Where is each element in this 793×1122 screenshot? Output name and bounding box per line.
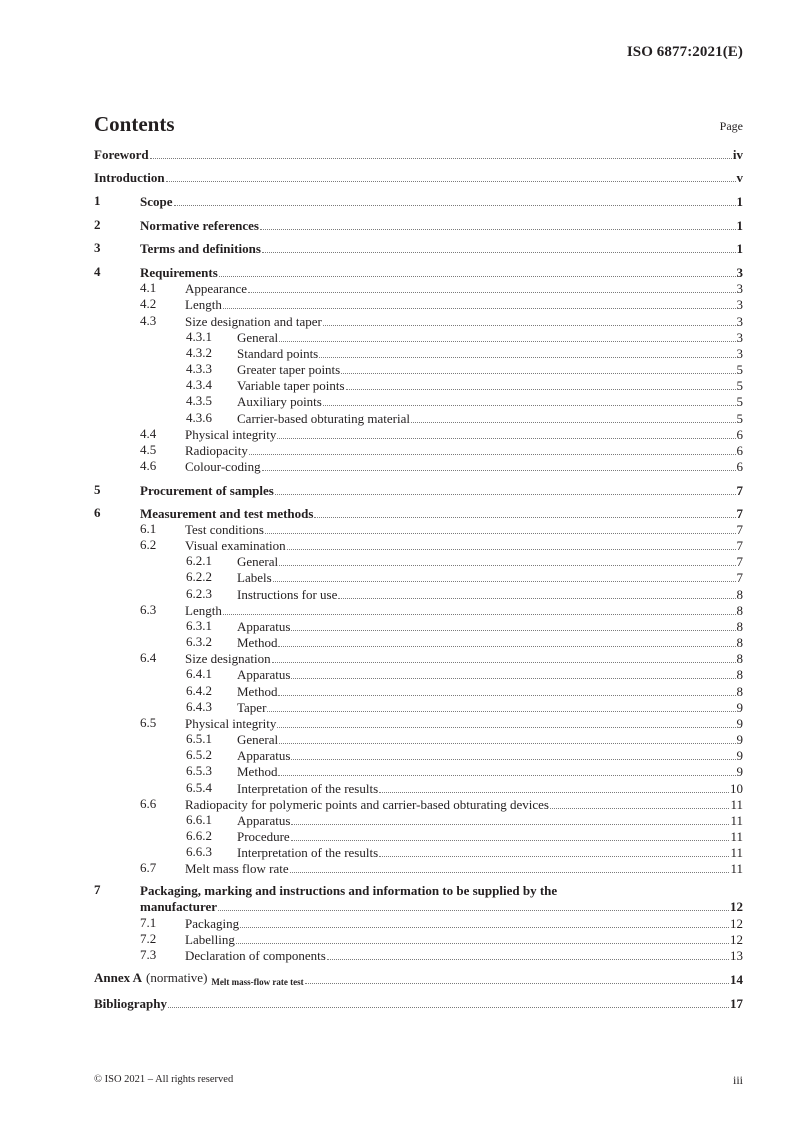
toc-entry[interactable] <box>94 553 743 569</box>
toc-entry-page: 7 <box>736 522 743 537</box>
toc-entry[interactable] <box>94 971 743 987</box>
toc-entry[interactable] <box>94 537 743 553</box>
toc-entry-title <box>185 716 276 731</box>
dot-leader <box>305 983 729 984</box>
dot-leader <box>279 565 735 566</box>
dot-leader <box>260 229 736 230</box>
toc-entry-title <box>237 394 322 409</box>
toc-entry-number: 6.4 <box>140 650 157 665</box>
toc-entry-title-text: Measurement and test methods <box>140 506 314 521</box>
dot-leader <box>346 389 736 390</box>
toc-entry[interactable] <box>94 329 743 345</box>
dot-leader <box>291 630 735 631</box>
toc-entry-number: 4.1 <box>140 280 157 295</box>
toc-entry-title <box>237 700 266 715</box>
dot-leader <box>265 533 736 534</box>
toc-entry[interactable] <box>94 217 743 233</box>
toc-entry[interactable] <box>94 715 743 731</box>
toc-entry-title <box>185 797 549 812</box>
toc-entry-title-text: Method <box>237 635 278 650</box>
toc-entry-title-text: Colour-coding <box>185 459 261 474</box>
dot-leader <box>262 252 736 253</box>
toc-entry-number: 7.1 <box>140 915 157 930</box>
toc-entry-page: 11 <box>730 845 743 860</box>
document-identifier: ISO 6877:2021(E) <box>626 44 743 60</box>
toc-entry-title <box>237 587 337 602</box>
toc-entry-title <box>140 265 218 280</box>
dot-leader <box>319 357 735 358</box>
toc-entry-title <box>185 538 286 553</box>
dot-leader <box>272 662 736 663</box>
toc-entry-title <box>94 996 167 1011</box>
toc-entry-title-text: Taper <box>237 700 267 715</box>
dot-leader <box>174 205 736 206</box>
toc-entry-title-text: Foreword <box>94 147 149 162</box>
toc-entry-title <box>237 362 340 377</box>
toc-entry-page: 3 <box>736 265 743 280</box>
toc-entry[interactable] <box>94 521 743 537</box>
toc-entry-number: 2 <box>94 217 101 232</box>
toc-entry[interactable] <box>94 731 743 747</box>
toc-entry-number: 6.1 <box>140 521 157 536</box>
dot-leader <box>379 856 729 857</box>
toc-entry-number: 4.5 <box>140 442 157 457</box>
toc-entry-page: 6 <box>736 427 743 442</box>
toc-entry[interactable] <box>94 844 743 860</box>
toc-entry[interactable] <box>94 280 743 296</box>
toc-entry[interactable] <box>94 683 743 699</box>
toc-entry-page: 5 <box>736 378 743 393</box>
toc-entry-title <box>94 147 149 162</box>
toc-entry-title-text: Requirements <box>140 265 218 280</box>
toc-entry-title <box>237 570 272 585</box>
toc-entry-page: 11 <box>730 829 743 844</box>
toc-entry-page: iv <box>732 147 743 162</box>
toc-entry-title <box>237 684 277 699</box>
toc-entry-page: v <box>736 170 743 185</box>
toc-entry[interactable] <box>94 995 743 1011</box>
toc-entry-title-text: Declaration of components <box>185 948 326 963</box>
toc-entry-title <box>140 883 557 898</box>
toc-entry-title-text: Variable taper points <box>237 378 345 393</box>
toc-entry-number: 6.6.2 <box>186 828 212 843</box>
dot-leader <box>278 775 735 776</box>
toc-entry-number: 1 <box>94 193 101 208</box>
toc-entry-title-text: Radiopacity for polymeric points and carrier-based obturating devices <box>185 797 549 812</box>
dot-leader <box>323 405 736 406</box>
toc-entry-page: 8 <box>736 651 743 666</box>
toc-entry-title-text: General <box>237 330 279 345</box>
toc-entry[interactable] <box>94 915 743 931</box>
dot-leader <box>341 373 735 374</box>
toc-entry-page: 5 <box>736 394 743 409</box>
dot-leader <box>291 759 735 760</box>
toc-entry-page: 3 <box>736 346 743 361</box>
toc-entry-title-text: Labels <box>237 570 272 585</box>
toc-entry-title-text: Length <box>185 603 222 618</box>
toc-entry-page: 7 <box>736 538 743 553</box>
toc-entry-number: 6.5.2 <box>186 747 212 762</box>
toc-entry-title <box>237 813 290 828</box>
dot-leader <box>277 727 735 728</box>
toc-entry-title-text: Physical integrity <box>185 716 277 731</box>
toc-entry-page: 8 <box>736 667 743 682</box>
toc-entry-title-text: Test conditions <box>185 522 264 537</box>
toc-entry-number: 6.6.1 <box>186 812 212 827</box>
toc-entry-page: 11 <box>730 861 743 876</box>
dot-leader <box>287 549 736 550</box>
toc-entry[interactable] <box>94 505 743 521</box>
toc-entry-title-text: Method <box>237 684 278 699</box>
toc-entry-title-text: Terms and definitions <box>140 241 261 256</box>
toc-entry-title <box>185 603 222 618</box>
toc-entry-title <box>237 554 278 569</box>
toc-entry-page: 6 <box>736 459 743 474</box>
toc-entry-number: 6.6.3 <box>186 844 212 859</box>
toc-entry-page: 7 <box>736 570 743 585</box>
dot-leader <box>279 341 735 342</box>
toc-entry[interactable] <box>94 169 743 185</box>
toc-entry-page: 5 <box>736 362 743 377</box>
toc-entry-title <box>185 459 261 474</box>
toc-entry-page: 9 <box>736 700 743 715</box>
toc-entry[interactable] <box>94 193 743 209</box>
toc-entry-title <box>185 427 276 442</box>
toc-entry-page: 9 <box>736 716 743 731</box>
toc-entry-number: 6.3.2 <box>186 634 212 649</box>
toc-entry-number: 6.3 <box>140 602 157 617</box>
toc-entry-title <box>237 845 378 860</box>
toc-entry-title <box>185 948 326 963</box>
toc-entry-title-text: Bibliography <box>94 996 167 1011</box>
dot-leader <box>411 422 736 423</box>
dot-leader <box>279 743 735 744</box>
toc-entry-title-text: Method <box>237 764 278 779</box>
toc-entry-title-text: Melt mass flow rate <box>185 861 289 876</box>
dot-leader <box>277 438 735 439</box>
toc-entry-page: 9 <box>736 748 743 763</box>
dot-leader <box>379 792 729 793</box>
toc-entry-number: 4.3.4 <box>186 377 212 392</box>
toc-entry-number: 7 <box>94 882 101 897</box>
toc-entry-page: 1 <box>736 218 743 233</box>
toc-entry[interactable] <box>94 860 743 876</box>
toc-entry-number: 4.3.6 <box>186 410 212 425</box>
toc-entry-title <box>237 667 290 682</box>
toc-entry[interactable] <box>94 763 743 779</box>
toc-entry-number: 4.3.1 <box>186 329 212 344</box>
toc-entry[interactable] <box>94 586 743 602</box>
toc-entry-page: 11 <box>730 813 743 828</box>
toc-entry[interactable] <box>94 699 743 715</box>
toc-entry-title-text: General <box>237 554 279 569</box>
contents-heading: Contents <box>94 112 175 136</box>
toc-entry-title-text: Auxiliary points <box>237 394 322 409</box>
dot-leader <box>278 646 735 647</box>
toc-entry-title-text: Instructions for use <box>237 587 338 602</box>
toc-entry-title <box>185 861 289 876</box>
toc-entry-title-text: Appearance <box>185 281 248 296</box>
toc-entry-title-text: Apparatus <box>237 619 291 634</box>
dot-leader <box>314 517 735 518</box>
toc-entry-page: 7 <box>736 506 743 521</box>
toc-entry-title <box>237 378 345 393</box>
toc-entry-title <box>140 194 173 209</box>
toc-entry-title-text: Interpretation of the results <box>237 845 379 860</box>
toc-entry-title <box>185 297 222 312</box>
toc-entry[interactable] <box>94 240 743 256</box>
toc-entry-page: 10 <box>730 781 743 796</box>
toc-entry-number: 4.2 <box>140 296 157 311</box>
toc-entry-page: 14 <box>730 972 743 987</box>
toc-entry-page: 13 <box>730 948 743 963</box>
toc-entry-title-text: Apparatus <box>237 813 291 828</box>
toc-entry-title <box>237 732 278 747</box>
toc-entry-page: 7 <box>736 483 743 498</box>
toc-entry-title <box>237 829 290 844</box>
toc-entry-page: 8 <box>736 587 743 602</box>
toc-entry-number: 4.4 <box>140 426 157 441</box>
toc-entry[interactable] <box>94 947 743 963</box>
toc-entry[interactable] <box>94 650 743 666</box>
toc-entry-page: 6 <box>736 443 743 458</box>
toc-entry-title <box>237 330 278 345</box>
toc-entry-title <box>140 483 274 498</box>
toc-entry[interactable] <box>94 458 743 474</box>
dot-leader <box>218 910 729 911</box>
toc-entry-page: 1 <box>736 194 743 209</box>
toc-entry-number: 6.5.3 <box>186 763 212 778</box>
toc-entry[interactable] <box>94 345 743 361</box>
toc-entry[interactable] <box>94 569 743 585</box>
toc-entry-number: 6.4.3 <box>186 699 212 714</box>
toc-entry-page: 1 <box>736 241 743 256</box>
toc-entry[interactable] <box>94 796 743 812</box>
toc-entry-number: 6.7 <box>140 860 157 875</box>
toc-entry[interactable] <box>94 426 743 442</box>
toc-entry-number: 3 <box>94 240 101 255</box>
toc-entry-number: 7.2 <box>140 931 157 946</box>
toc-entry-title-text: Interpretation of the results <box>237 781 379 796</box>
dot-leader <box>273 581 736 582</box>
toc-entry-page: 8 <box>736 684 743 699</box>
toc-entry-title <box>185 443 248 458</box>
dot-leader <box>290 872 730 873</box>
toc-entry-page: 3 <box>736 297 743 312</box>
toc-entry-title-text: Greater taper points <box>237 362 341 377</box>
annex-title: Melt mass-flow rate test <box>211 977 304 987</box>
toc-entry-title-text: Normative references <box>140 218 259 233</box>
toc-entry[interactable] <box>94 898 743 914</box>
dot-leader <box>267 711 735 712</box>
dot-leader <box>291 824 729 825</box>
toc-entry-title-text: Apparatus <box>237 667 291 682</box>
toc-entry-number: 5 <box>94 482 101 497</box>
toc-entry[interactable] <box>94 602 743 618</box>
toc-entry-title-text: Procedure <box>237 829 290 844</box>
toc-entry-page: 9 <box>736 732 743 747</box>
toc-entry-title-text: Physical integrity <box>185 427 277 442</box>
toc-entry-page: 7 <box>736 554 743 569</box>
toc-entry-title <box>237 764 277 779</box>
toc-entry[interactable] <box>94 812 743 828</box>
toc-entry[interactable] <box>94 313 743 329</box>
toc-entry-title-text: Radiopacity <box>185 443 248 458</box>
toc-entry-title-text: Visual examination <box>185 538 286 553</box>
page-number: iii <box>732 1073 743 1087</box>
toc-entry-page: 8 <box>736 619 743 634</box>
toc-entry-title <box>237 346 318 361</box>
toc-entry-page: 11 <box>730 797 743 812</box>
dot-leader <box>275 494 736 495</box>
toc-entry-title <box>237 619 290 634</box>
toc-entry-number: 4.3.5 <box>186 393 212 408</box>
dot-leader <box>278 695 735 696</box>
toc-entry-title-text: Carrier-based obturating material <box>237 411 410 426</box>
toc-entry-title-text: Apparatus <box>237 748 291 763</box>
toc-entry-number: 6.6 <box>140 796 157 811</box>
toc-entry-title-text: Procurement of samples <box>140 483 274 498</box>
toc-entry[interactable] <box>94 882 743 898</box>
toc-entry-page: 8 <box>736 603 743 618</box>
toc-entry-title <box>185 281 247 296</box>
toc-entry-number: 6.5 <box>140 715 157 730</box>
toc-entry-title <box>140 506 313 521</box>
toc-entry-title <box>185 651 271 666</box>
toc-entry-title-text: Introduction <box>94 170 165 185</box>
toc-entry-title <box>140 899 217 914</box>
dot-leader <box>248 292 735 293</box>
toc-entry-title-text: manufacturer <box>140 899 218 914</box>
toc-entry-number: 6.4.2 <box>186 683 212 698</box>
toc-entry[interactable] <box>94 828 743 844</box>
toc-entry-title <box>237 781 378 796</box>
toc-entry[interactable] <box>94 482 743 498</box>
toc-entry-title <box>185 932 235 947</box>
dot-leader <box>223 308 736 309</box>
toc-entry-title <box>140 218 259 233</box>
toc-entry-number: 4.3 <box>140 313 157 328</box>
toc-entry-page: 17 <box>730 996 743 1011</box>
toc-entry-number: 6.2 <box>140 537 157 552</box>
toc-entry-title-text: Size designation and taper <box>185 314 322 329</box>
toc-entry-page: 3 <box>736 281 743 296</box>
toc-entry-page: 12 <box>730 916 743 931</box>
toc-entry-title <box>185 314 322 329</box>
toc-entry-number: 4 <box>94 264 101 279</box>
annex-type-label: (normative) <box>146 970 208 985</box>
dot-leader <box>327 959 729 960</box>
toc-entry-title-text: Scope <box>140 194 173 209</box>
toc-entry-number: 4.3.3 <box>186 361 212 376</box>
toc-entry[interactable] <box>94 410 743 426</box>
toc-entry[interactable] <box>94 361 743 377</box>
toc-entry[interactable] <box>94 634 743 650</box>
toc-entry[interactable] <box>94 780 743 796</box>
toc-entry-title-text: Labelling <box>185 932 235 947</box>
toc-entry[interactable] <box>94 931 743 947</box>
toc-entry-page: 3 <box>736 314 743 329</box>
page-column-label: Page <box>719 119 743 133</box>
toc-entry-page: 12 <box>730 899 743 914</box>
toc-entry-number: 7.3 <box>140 947 157 962</box>
toc-entry-page: 8 <box>736 635 743 650</box>
toc-entry-title-text: Standard points <box>237 346 319 361</box>
toc-entry-page: 9 <box>736 764 743 779</box>
toc-entry-title <box>185 916 239 931</box>
dot-leader <box>338 598 735 599</box>
dot-leader <box>291 840 730 841</box>
toc-entry[interactable] <box>94 393 743 409</box>
toc-entry[interactable] <box>94 264 743 280</box>
dot-leader <box>236 943 729 944</box>
toc-entry-title <box>237 635 277 650</box>
toc-entry-number: 4.6 <box>140 458 157 473</box>
dot-leader <box>550 808 729 809</box>
dot-leader <box>166 181 736 182</box>
toc-entry-title <box>140 241 261 256</box>
dot-leader <box>291 678 735 679</box>
dot-leader <box>240 927 729 928</box>
toc-entry[interactable] <box>94 296 743 312</box>
dot-leader <box>323 325 736 326</box>
dot-leader <box>223 614 736 615</box>
toc-entry-title-text: Packaging, marking and instructions and information to be supplied by the <box>140 883 558 898</box>
toc-entry[interactable] <box>94 377 743 393</box>
toc-entry-title-text: Annex A <box>94 970 143 985</box>
toc-entry-page: 3 <box>736 330 743 345</box>
toc-entry-number: 6.5.1 <box>186 731 212 746</box>
toc-entry[interactable] <box>94 747 743 763</box>
dot-leader <box>249 454 736 455</box>
toc-entry-title <box>237 748 290 763</box>
toc-entry-title <box>94 170 165 185</box>
copyright-notice: © ISO 2021 – All rights reserved <box>94 1074 234 1085</box>
dot-leader <box>262 470 736 471</box>
toc-entry-number: 6.2.2 <box>186 569 212 584</box>
toc-entry[interactable] <box>94 146 743 162</box>
toc-entry-title <box>185 522 264 537</box>
toc-entry[interactable] <box>94 442 743 458</box>
toc-entry-title-text: Size designation <box>185 651 271 666</box>
toc-entry-title <box>94 970 304 987</box>
toc-entry-page: 12 <box>730 932 743 947</box>
toc-entry-title-text: General <box>237 732 279 747</box>
toc-entry-number: 6.3.1 <box>186 618 212 633</box>
toc-entry-page: 5 <box>736 411 743 426</box>
dot-leader <box>219 276 736 277</box>
toc-entry[interactable] <box>94 618 743 634</box>
toc-entry-number: 6.5.4 <box>186 780 212 795</box>
toc-entry-number: 6.2.1 <box>186 553 212 568</box>
toc-entry-title-text: Packaging <box>185 916 240 931</box>
dot-leader <box>168 1007 729 1008</box>
dot-leader <box>150 158 732 159</box>
toc-entry-title <box>237 411 410 426</box>
toc-entry-number: 6 <box>94 505 101 520</box>
toc-entry-title-text: Length <box>185 297 222 312</box>
toc-entry[interactable] <box>94 666 743 682</box>
toc-entry-number: 4.3.2 <box>186 345 212 360</box>
toc-entry-number: 6.2.3 <box>186 586 212 601</box>
toc-entry-number: 6.4.1 <box>186 666 212 681</box>
